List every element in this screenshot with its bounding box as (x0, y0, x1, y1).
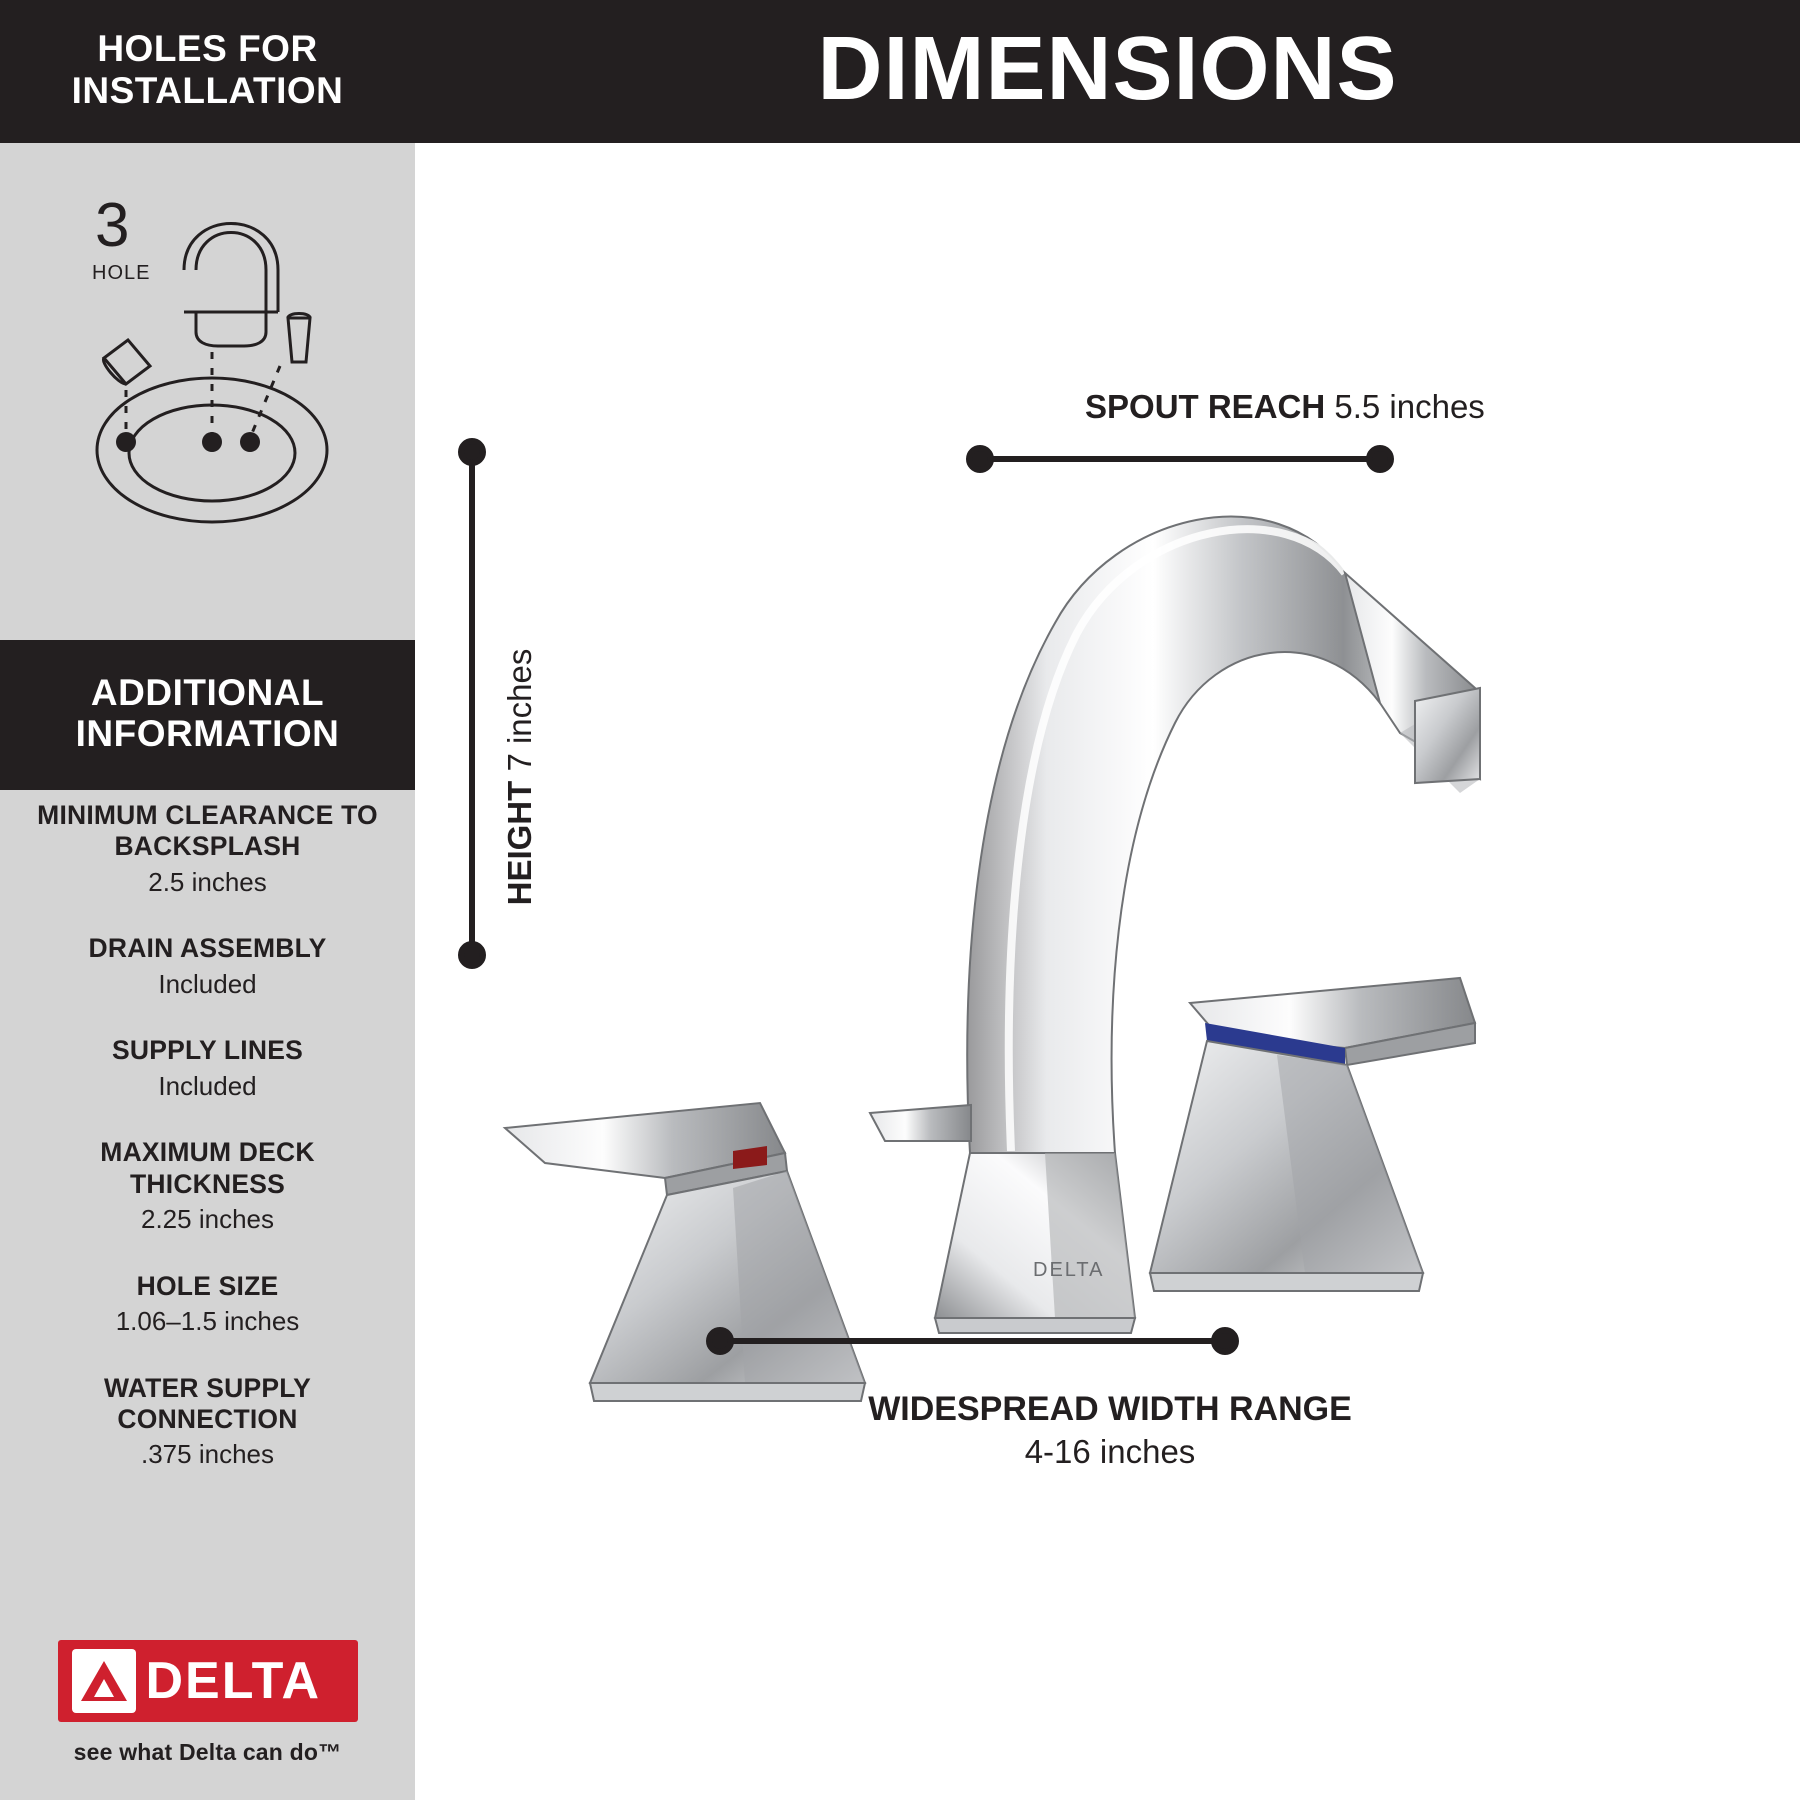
info-item-drain-assembly (0, 933, 415, 1001)
hole-count-label: HOLE (92, 262, 151, 284)
holes-for-installation-header (0, 0, 415, 143)
sink-holes-illustration (0, 150, 415, 620)
height-value: 7 inches (501, 648, 538, 772)
delta-triangle-icon (72, 1649, 136, 1713)
info-item-supply-lines (0, 1035, 415, 1103)
faucet-handle-left (505, 1103, 865, 1401)
info-item-hole-size (0, 1271, 415, 1339)
spout-reach-value: 5.5 inches (1334, 388, 1485, 425)
spout-reach-title: SPOUT REACH (1085, 388, 1326, 425)
info-label: MINIMUM CLEARANCE TO BACKSPLASH (37, 800, 378, 862)
hole-count-number: 3 (95, 191, 130, 260)
faucet-handle-right (1150, 978, 1475, 1291)
hole-installation-diagram (0, 150, 415, 620)
additional-information-list (0, 800, 415, 1506)
delta-logo-box (58, 1640, 358, 1722)
product-brand-mark: DELTA (1033, 1259, 1105, 1281)
delta-tagline: see what Delta can do™ (73, 1739, 342, 1765)
info-label: SUPPLY LINES (112, 1035, 303, 1066)
widespread-title: WIDESPREAD WIDTH RANGE (868, 1390, 1352, 1428)
page-title: DIMENSIONS (817, 18, 1398, 119)
info-label: DRAIN ASSEMBLY (88, 933, 327, 964)
dimensions-diagram (415, 143, 1800, 1800)
additional-header-line-2: INFORMATION (75, 713, 340, 754)
info-item-minimum-clearance (0, 800, 415, 899)
info-value: 2.25 inches (141, 1203, 274, 1234)
holes-header-line-2: INSTALLATION (71, 69, 344, 111)
info-value: 1.06–1.5 inches (115, 1306, 300, 1337)
delta-logo (0, 1640, 415, 1766)
info-label: MAXIMUM DECK THICKNESS (100, 1137, 315, 1199)
spout-reach-label (1085, 388, 1485, 426)
height-label (501, 617, 539, 937)
info-value: Included (158, 1070, 257, 1101)
sidebar (0, 0, 415, 1800)
widespread-width-label (725, 1388, 1495, 1472)
info-item-maximum-deck-thickness (0, 1137, 415, 1236)
info-label: HOLE SIZE (136, 1270, 279, 1301)
info-item-water-supply-connection (0, 1373, 415, 1472)
height-title: HEIGHT (501, 780, 538, 906)
info-value: Included (158, 968, 257, 999)
info-value: .375 inches (141, 1439, 274, 1470)
info-label: WATER SUPPLY CONNECTION (103, 1372, 312, 1435)
delta-wordmark: DELTA (145, 1652, 322, 1710)
info-value: 2.5 inches (148, 866, 267, 897)
widespread-value: 4-16 inches (1024, 1432, 1196, 1470)
additional-header-line-1: ADDITIONAL (90, 671, 325, 713)
dimensions-title-bar (415, 0, 1800, 143)
holes-header-line-1: HOLES FOR (97, 28, 318, 70)
additional-information-header (0, 640, 415, 790)
